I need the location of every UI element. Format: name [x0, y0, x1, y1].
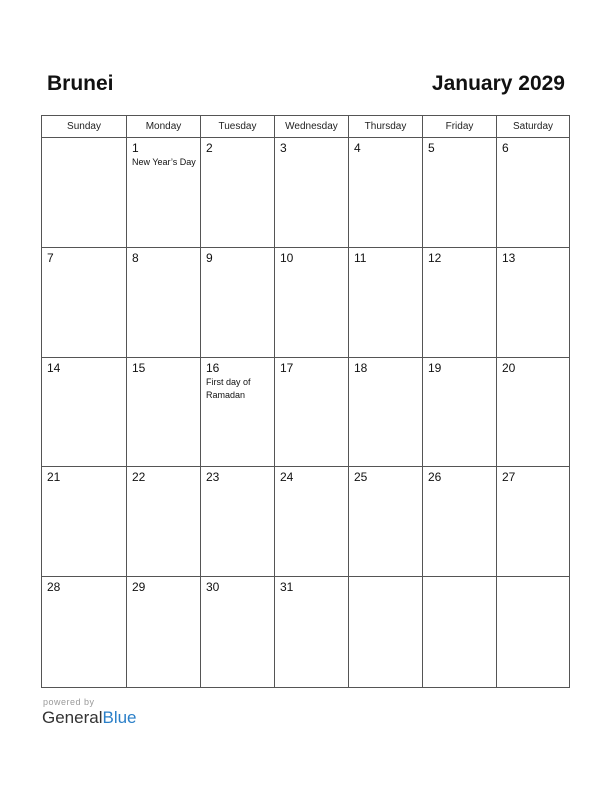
- day-cell: [275, 577, 349, 687]
- day-cell: [201, 358, 275, 467]
- day-cell: [275, 248, 349, 357]
- day-cell: [349, 577, 423, 687]
- day-number: 17: [280, 360, 294, 375]
- day-cell: [42, 358, 127, 467]
- day-number: 15: [132, 360, 146, 375]
- generalblue-logo: [42, 708, 137, 728]
- week-row: [42, 248, 569, 358]
- day-number: 2: [206, 141, 213, 155]
- weekday-label-saturday: Saturday: [512, 121, 554, 132]
- day-cell: [349, 248, 423, 357]
- day-cell: [201, 138, 275, 247]
- day-cell: [497, 248, 569, 357]
- day-cell: [497, 358, 569, 467]
- week-row: [42, 138, 569, 248]
- weekday-header-row: [42, 116, 569, 138]
- weekday-label-wednesday: Wednesday: [275, 116, 349, 137]
- day-cell: [423, 577, 497, 687]
- day-cell: [275, 467, 349, 576]
- week-row: [42, 467, 569, 577]
- day-number: 18: [354, 360, 368, 375]
- day-number: 25: [354, 470, 368, 485]
- day-number: 22: [132, 470, 146, 485]
- day-cell: [127, 248, 201, 357]
- day-number: 8: [132, 250, 139, 265]
- weekday-label-friday: Friday: [423, 116, 497, 137]
- day-cell: [423, 358, 497, 467]
- weekday-label-tuesday: Tuesday: [201, 116, 275, 137]
- brand-name-part2: Blue: [102, 708, 137, 727]
- day-cell: [127, 138, 201, 247]
- day-number: 4: [354, 141, 361, 155]
- day-number: 28: [47, 580, 61, 595]
- day-cell: [423, 467, 497, 576]
- day-number: 11: [354, 250, 367, 265]
- day-number: 21: [47, 470, 61, 485]
- month-title: January 2029: [431, 72, 565, 95]
- day-cell: [349, 138, 423, 247]
- weekday-label-monday: Monday: [127, 116, 201, 137]
- day-number: 5: [428, 141, 435, 155]
- day-number: 3: [280, 141, 287, 155]
- brand-name-part1: General: [42, 708, 103, 727]
- day-cell: [497, 577, 569, 687]
- day-number: 12: [428, 250, 442, 265]
- day-number: 27: [502, 470, 516, 485]
- day-cell: [497, 467, 569, 576]
- powered-by-text: powered by: [43, 697, 95, 707]
- weeks-container: [42, 138, 569, 687]
- country-title: Brunei: [47, 72, 114, 95]
- day-cell: [42, 467, 127, 576]
- day-cell: [201, 248, 275, 357]
- day-number: 10: [280, 250, 294, 265]
- day-cell: [42, 138, 127, 247]
- day-cell: [349, 467, 423, 576]
- day-cell: [423, 138, 497, 247]
- day-cell: [275, 138, 349, 247]
- day-number: 26: [428, 470, 442, 485]
- day-number: 30: [206, 580, 220, 595]
- day-number: 29: [132, 580, 146, 595]
- day-cell: [127, 467, 201, 576]
- day-cell: [127, 577, 201, 687]
- day-number: 1: [132, 141, 139, 155]
- day-cell: [42, 248, 127, 357]
- day-number: 9: [206, 250, 213, 265]
- day-number: 20: [502, 360, 516, 375]
- day-number: 14: [47, 360, 61, 375]
- day-number: 16: [206, 360, 220, 375]
- holiday-label: New Year’s Day: [132, 157, 196, 167]
- week-row: [42, 358, 569, 468]
- day-cell: [275, 358, 349, 467]
- day-cell: [349, 358, 423, 467]
- week-row: [42, 577, 569, 687]
- day-number: 6: [502, 141, 509, 155]
- weekday-label-sunday: Sunday: [42, 116, 127, 137]
- day-cell: [201, 577, 275, 687]
- day-number: 19: [428, 360, 442, 375]
- calendar-grid: [41, 115, 570, 688]
- day-cell: [127, 358, 201, 467]
- day-cell: [497, 138, 569, 247]
- day-number: 7: [47, 250, 54, 265]
- day-cell: [201, 467, 275, 576]
- holiday-label: First day of Ramadan: [206, 376, 251, 400]
- day-number: 13: [502, 250, 516, 265]
- weekday-label-thursday: Thursday: [349, 116, 423, 137]
- day-number: 23: [206, 470, 220, 485]
- day-cell: [423, 248, 497, 357]
- day-cell: [42, 577, 127, 687]
- day-number: 31: [280, 580, 294, 595]
- day-number: 24: [280, 470, 294, 485]
